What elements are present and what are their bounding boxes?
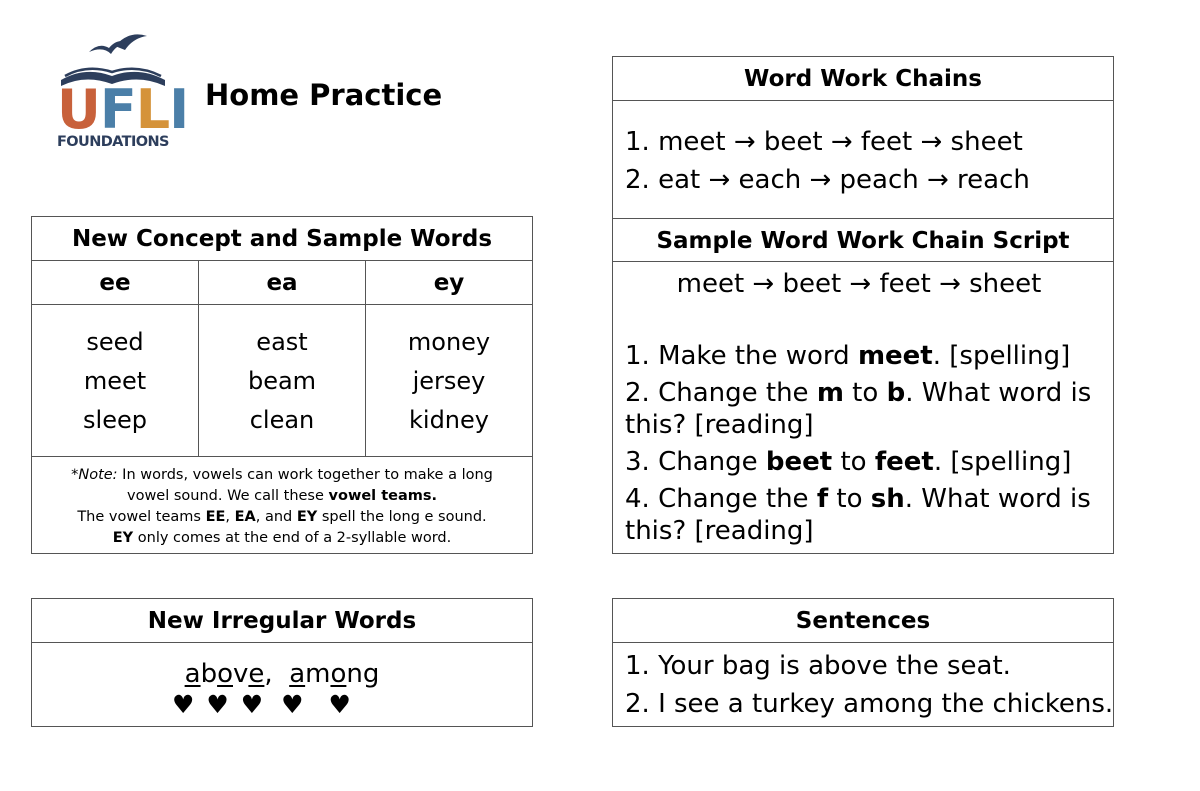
- letter: ng: [346, 659, 380, 689]
- concept-columns: [32, 261, 532, 456]
- sentences-title: Sentences: [613, 599, 1113, 643]
- note-bold: EY: [296, 509, 318, 525]
- note-text: only comes at the end of a 2-syllable word.: [133, 530, 452, 546]
- chains-list: [613, 101, 1113, 218]
- logo-letter-i: I: [169, 78, 189, 141]
- irregular-title: New Irregular Words: [32, 599, 532, 643]
- step-bold: sh: [870, 484, 905, 514]
- note-label: *Note:: [71, 467, 118, 483]
- column-head: ea: [199, 261, 365, 305]
- letter: v: [233, 659, 249, 689]
- script-step-1: [625, 340, 1103, 372]
- concept-note: [32, 456, 532, 553]
- sample-word: jersey: [412, 367, 486, 395]
- sentences-box: [612, 598, 1114, 727]
- concept-table: [31, 216, 533, 554]
- irregular-body: [32, 643, 532, 727]
- letter: e: [248, 659, 265, 689]
- column-ey: [366, 261, 532, 456]
- script-body: [613, 262, 1113, 547]
- step-text: . [spelling]: [932, 341, 1071, 371]
- column-head: ee: [32, 261, 198, 305]
- note-line-4: [32, 528, 532, 549]
- column-words: [199, 305, 365, 456]
- letter: a: [289, 659, 306, 689]
- logo-letters: [57, 78, 189, 141]
- step-text: 3. Change: [625, 447, 766, 477]
- step-text: to: [828, 484, 871, 514]
- sample-word: kidney: [409, 406, 489, 434]
- column-words: [32, 305, 198, 456]
- comma: ,: [264, 659, 273, 689]
- script-example-chain: meet → beet → feet → sheet: [676, 269, 1042, 299]
- sample-word: money: [407, 328, 491, 356]
- page-title: Home Practice: [205, 78, 443, 112]
- logo-letter-l: L: [135, 78, 170, 141]
- step-bold: beet: [765, 447, 833, 477]
- note-line-1: [32, 465, 532, 486]
- column-ee: [32, 261, 199, 456]
- sample-word: beam: [247, 367, 317, 395]
- step-text: 4. Change the: [625, 484, 817, 514]
- note-text: vowel sound. We call these: [127, 488, 329, 504]
- note-bold: EA: [234, 509, 256, 525]
- script-step-2: [625, 377, 1103, 441]
- letter: o: [330, 659, 347, 689]
- note-line-2: [32, 486, 532, 507]
- irregular-words: [32, 659, 532, 689]
- sample-word: sleep: [83, 406, 147, 434]
- note-text: In words, vowels can work together to make a long: [117, 467, 493, 483]
- step-text: to: [832, 447, 875, 477]
- note-text: spell the long e sound.: [317, 509, 487, 525]
- note-text: The vowel teams: [77, 509, 206, 525]
- note-line-3: [32, 507, 532, 528]
- heart-markers: [32, 691, 532, 719]
- heart-icon: ♥: [240, 690, 264, 719]
- sentence-item: 2. I see a turkey among the chickens.: [625, 689, 1114, 719]
- step-text: 1. Make the word: [625, 341, 858, 371]
- letter: b: [200, 659, 218, 689]
- script-step-4: [625, 483, 1103, 547]
- heart-icon: ♥: [172, 690, 195, 719]
- step-bold: f: [816, 484, 829, 514]
- step-bold: feet: [874, 447, 934, 477]
- note-bold: EE: [205, 509, 226, 525]
- chains-title: Word Work Chains: [613, 57, 1113, 101]
- column-head: ey: [366, 261, 532, 305]
- logo-letter-u: U: [57, 78, 100, 141]
- heart-icon: ♥: [206, 690, 229, 719]
- sample-word: east: [256, 328, 308, 356]
- step-text: . [spelling]: [933, 447, 1072, 477]
- letter: m: [305, 659, 331, 689]
- script-title: Sample Word Work Chain Script: [613, 218, 1113, 262]
- heart-icon: ♥: [328, 690, 351, 719]
- note-text: , and: [255, 509, 297, 525]
- step-bold: m: [816, 378, 844, 408]
- concept-title: New Concept and Sample Words: [32, 217, 532, 261]
- heart-icon: ♥: [281, 690, 304, 719]
- column-words: [366, 305, 532, 456]
- script-step-3: [625, 446, 1103, 478]
- irregular-words-box: [31, 598, 533, 727]
- letter: o: [217, 659, 233, 689]
- sentence-item: 1. Your bag is above the seat.: [625, 651, 1011, 681]
- sample-word: meet: [83, 367, 147, 395]
- sample-word: clean: [249, 406, 315, 434]
- word-work-chains-box: [612, 56, 1114, 554]
- step-text: . What word is this? [reading]: [625, 484, 1091, 546]
- logo-letter-f: F: [99, 78, 136, 141]
- sample-word: seed: [86, 328, 144, 356]
- step-text: to: [843, 378, 887, 408]
- note-text: ,: [225, 509, 235, 525]
- ufli-logo: [55, 30, 189, 155]
- step-bold: meet: [857, 341, 933, 371]
- step-text: . What word is this? [reading]: [625, 378, 1092, 440]
- column-ea: [199, 261, 366, 456]
- sentences-list: [613, 643, 1113, 723]
- letter: a: [184, 659, 201, 689]
- chain-item: 2. eat → each → peach → reach: [625, 165, 1030, 195]
- note-bold: EY: [112, 530, 134, 546]
- logo-subtitle: FOUNDATIONS: [57, 134, 169, 150]
- step-text: 2. Change the: [625, 378, 817, 408]
- chain-item: 1. meet → beet → feet → sheet: [625, 127, 1023, 157]
- note-bold: vowel teams.: [328, 488, 437, 504]
- step-bold: b: [886, 378, 906, 408]
